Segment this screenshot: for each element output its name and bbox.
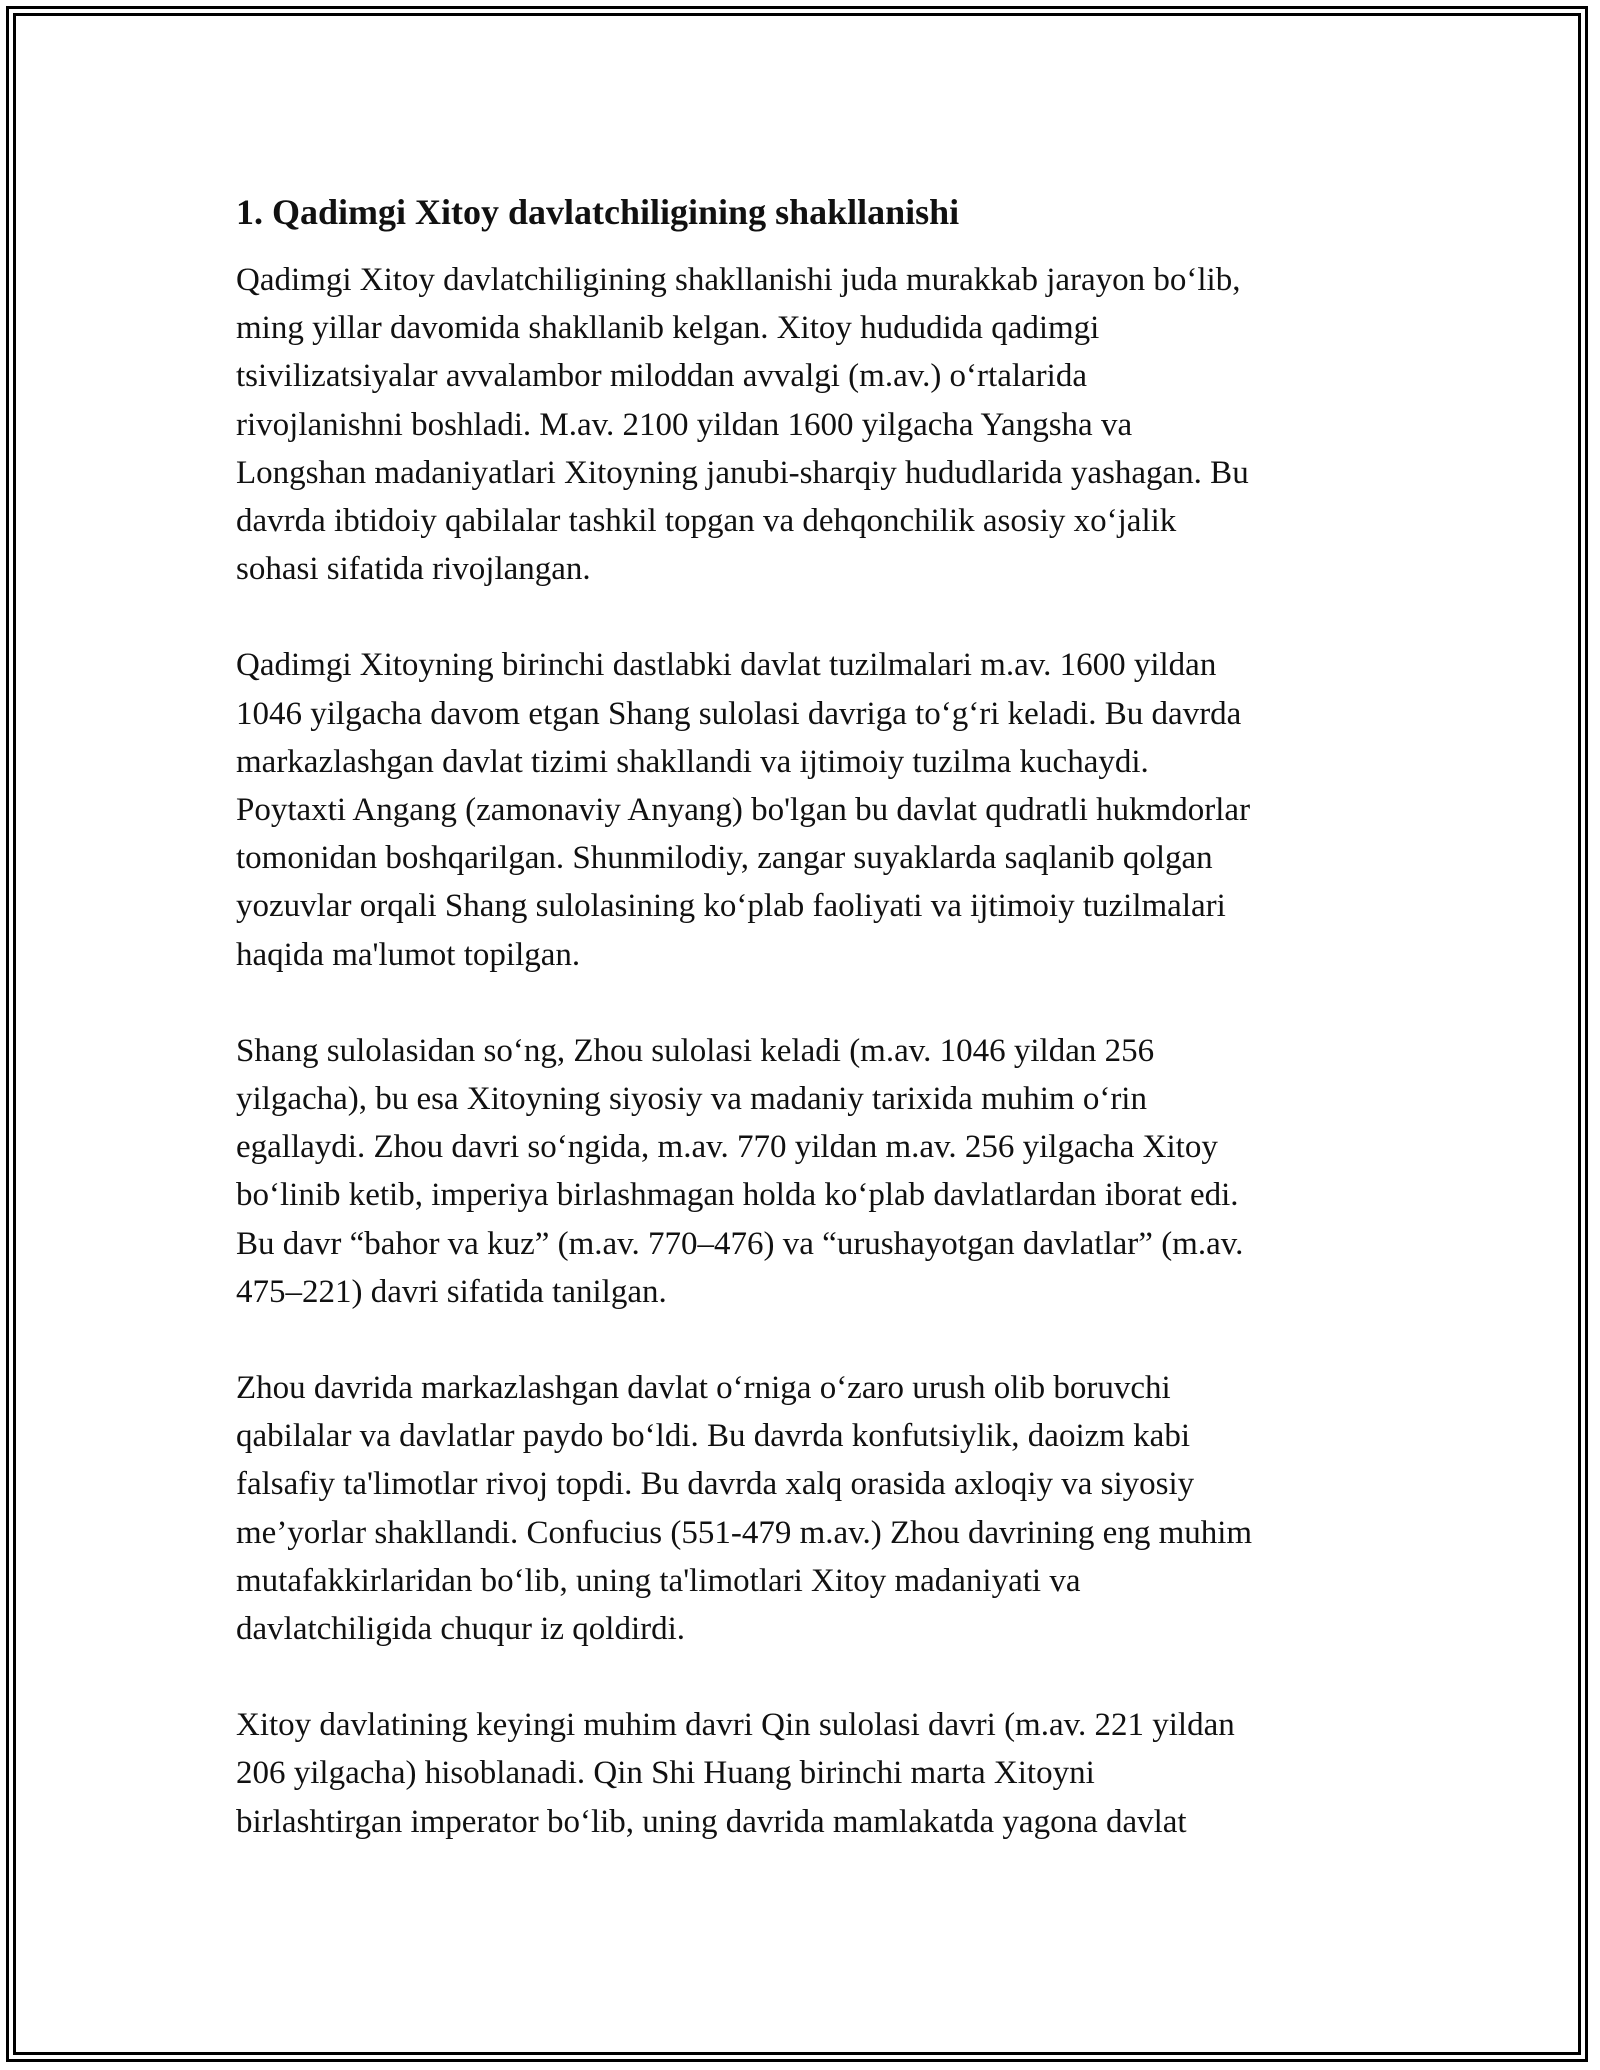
paragraph <box>236 641 1386 978</box>
section-heading: 1. Qadimgi Xitoy davlatchiligining shakllanishi <box>236 192 960 232</box>
paragraph-line: 1046 yilgacha davom etgan Shang sulolasi davriga to‘g‘ri keladi. Bu davrda <box>236 695 1242 732</box>
paragraph-line: Qadimgi Xitoyning birinchi dastlabki davlat tuzilmalari m.av. 1600 yildan <box>236 647 1217 684</box>
paragraph-line: 475–221) davri sifatida tanilgan. <box>236 1273 667 1310</box>
paragraph-line: Poytaxti Angang (zamonaviy Anyang) bo'lgan bu davlat qudratli hukmdorlar <box>236 792 1251 829</box>
paragraph-line: birlashtirgan imperator bo‘lib, uning davrida mamlakatda yagona davlat <box>236 1803 1187 1840</box>
paragraph-line: Zhou davrida markazlashgan davlat o‘rniga o‘zaro urush olib boruvchi <box>236 1370 1171 1407</box>
paragraph <box>236 1364 1386 1653</box>
paragraph-line: Qadimgi Xitoy davlatchiligining shakllanishi juda murakkab jarayon bo‘lib, <box>236 262 1241 298</box>
paragraph-line: 206 yilgacha) hisoblanadi. Qin Shi Huang birinchi marta Xitoyni <box>236 1755 1095 1792</box>
paragraph-line: rivojlanishni boshladi. M.av. 2100 yildan 1600 yilgacha Yangsha va <box>236 406 1133 443</box>
paragraph-line: davrda ibtidoiy qabilalar tashkil topgan va dehqonchilik asosiy xo‘jalik <box>236 503 1177 540</box>
paragraph <box>236 1701 1386 1846</box>
paragraph-line: me’yorlar shakllandi. Confucius (551-479 m.av.) Zhou davrining eng muhim <box>236 1514 1253 1551</box>
paragraph <box>236 256 1386 593</box>
paragraph-line: qabilalar va davlatlar paydo bo‘ldi. Bu davrda konfutsiylik, daoizm kabi <box>236 1418 1190 1455</box>
paragraph-line: ming yillar davomida shakllanib kelgan. Xitoy hududida qadimgi <box>236 310 1100 347</box>
paragraph-line: bo‘linib ketib, imperiya birlashmagan holda ko‘plab davlatlardan iborat edi. <box>236 1177 1239 1214</box>
paragraph-line: davlatchiligida chuqur iz qoldirdi. <box>236 1611 686 1648</box>
paragraph-line: markazlashgan davlat tizimi shakllandi va ijtimoiy tuzilma kuchaydi. <box>236 743 1149 780</box>
document-body <box>236 186 1386 1894</box>
paragraph-line: Xitoy davlatining keyingi muhim davri Qin sulolasi davri (m.av. 221 yildan <box>236 1707 1235 1744</box>
paragraph-line: falsafiy ta'limotlar rivoj topdi. Bu davrda xalq orasida axloqiy va siyosiy <box>236 1466 1195 1503</box>
paragraph-line: yozuvlar orqali Shang sulolasining ko‘plab faoliyati va ijtimoiy tuzilmalari <box>236 888 1226 925</box>
paragraph-line: Longshan madaniyatlari Xitoyning janubi-sharqiy hududlarida yashagan. Bu <box>236 454 1249 491</box>
paragraph-line: tomonidan boshqarilgan. Shunmilodiy, zangar suyaklarda saqlanib qolgan <box>236 840 1213 877</box>
paragraph-line: Bu davr “bahor va kuz” (m.av. 770–476) va “urushayotgan davlatlar” (m.av. <box>236 1225 1244 1262</box>
paragraph-list <box>236 256 1386 1846</box>
paragraph-line: sohasi sifatida rivojlangan. <box>236 551 591 588</box>
paragraph-line: Shang sulolasidan so‘ng, Zhou sulolasi keladi (m.av. 1046 yildan 256 <box>236 1032 1155 1069</box>
paragraph <box>236 1027 1386 1316</box>
paragraph-line: yilgacha), bu esa Xitoyning siyosiy va madaniy tarixida muhim o‘rin <box>236 1081 1147 1118</box>
paragraph-line: haqida ma'lumot topilgan. <box>236 936 581 973</box>
paragraph-line: mutafakkirlaridan bo‘lib, uning ta'limotlari Xitoy madaniyati va <box>236 1562 1081 1599</box>
paragraph-line: tsivilizatsiyalar avvalambor miloddan avvalgi (m.av.) o‘rtalarida <box>236 358 1087 395</box>
paragraph-line: egallaydi. Zhou davri so‘ngida, m.av. 770 yildan m.av. 256 yilgacha Xitoy <box>236 1129 1218 1166</box>
